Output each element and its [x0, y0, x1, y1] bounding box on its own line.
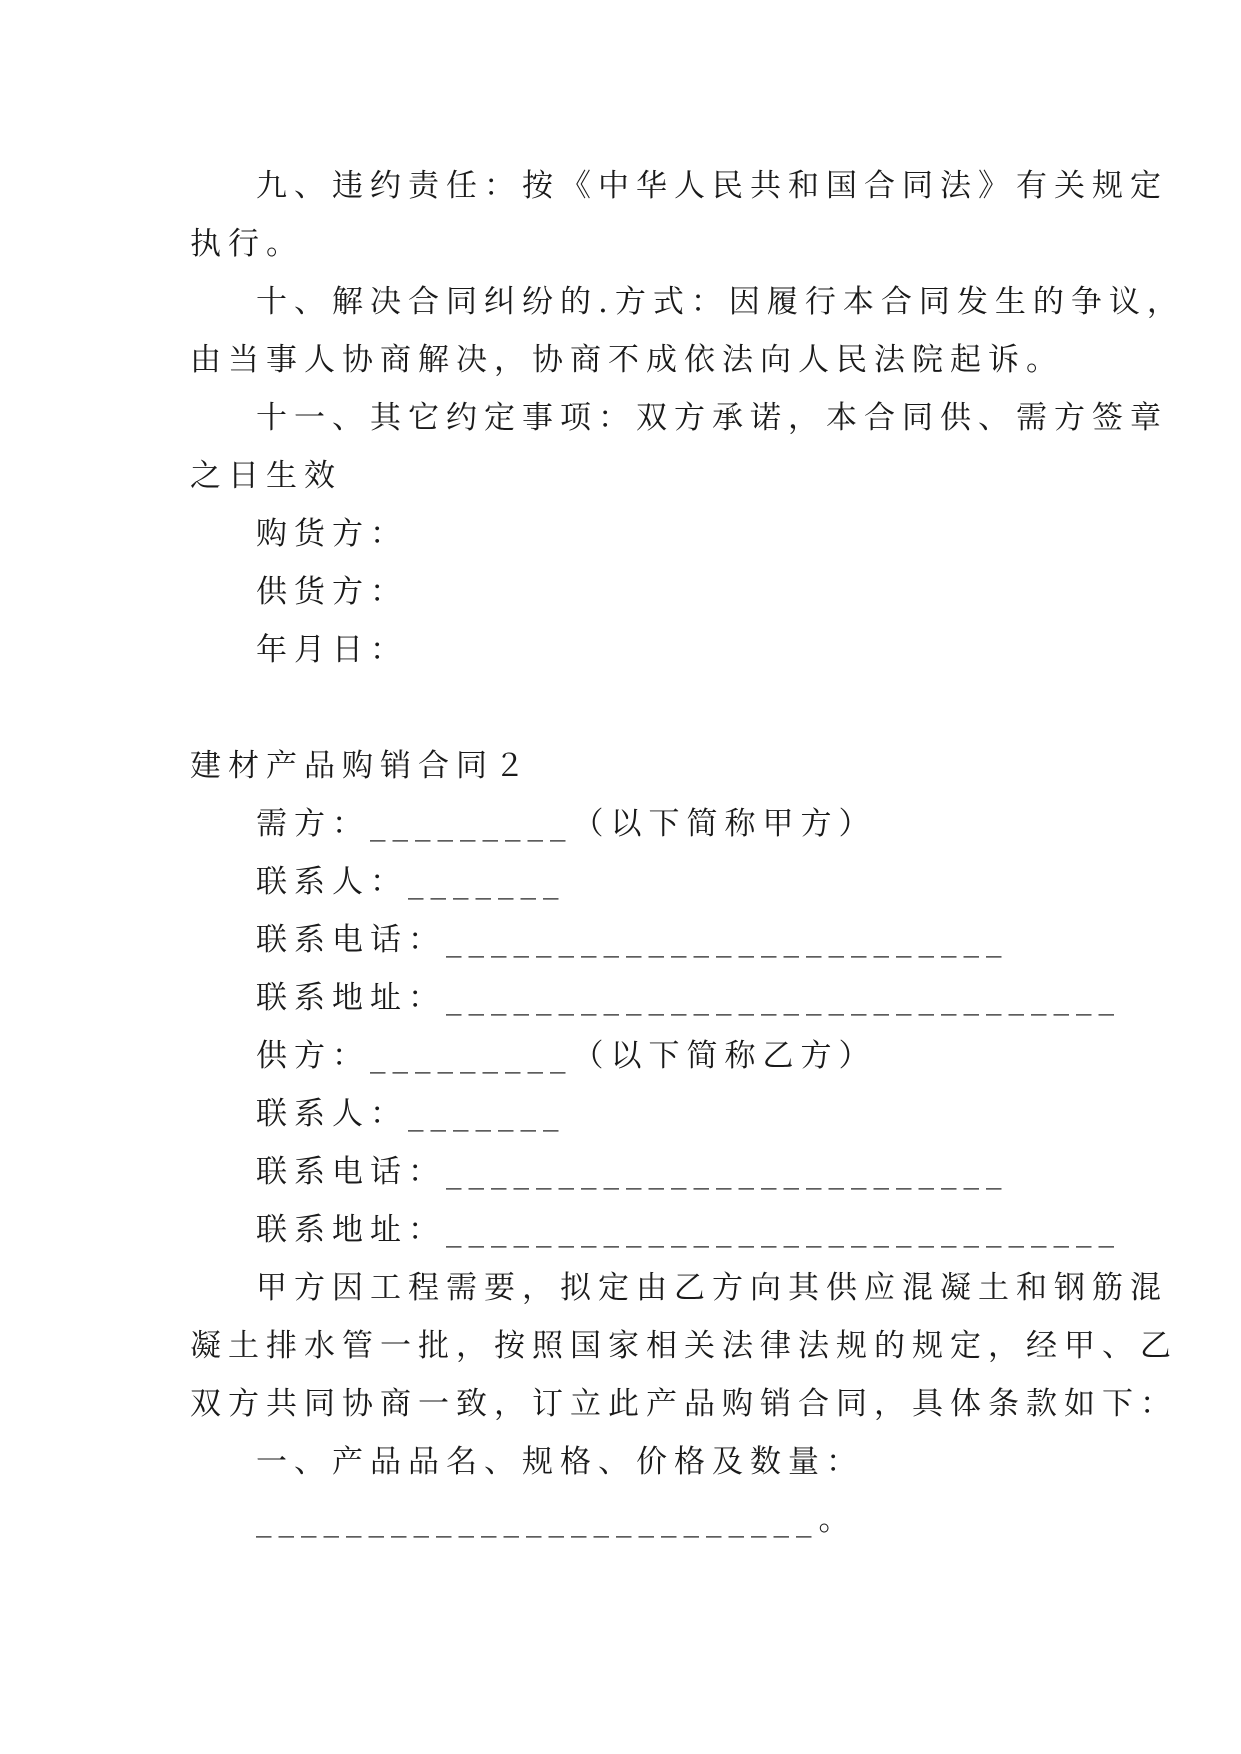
clause-9-line-2: 执行。 — [190, 226, 304, 262]
clause-11-line-1: 十一、其它约定事项：双方承诺，本合同供、需方签章 — [256, 400, 1168, 436]
intro-line-2: 凝土排水管一批，按照国家相关法律法规的规定，经甲、乙 — [190, 1328, 1178, 1364]
supply-address-line: 联系地址：______________________________ — [256, 1212, 1121, 1248]
clause-11-line-2: 之日生效 — [190, 458, 342, 494]
intro-line-1: 甲方因工程需要，拟定由乙方向其供应混凝土和钢筋混 — [256, 1270, 1168, 1306]
buyer-signature-label: 购货方： — [256, 516, 408, 552]
demand-phone-line: 联系电话：_________________________ — [256, 922, 1009, 958]
contract-title: 建材产品购销合同２ — [190, 748, 532, 784]
supplier-signature-label: 供货方： — [256, 574, 408, 610]
clause-10-line-1: 十、解决合同纠纷的.方式：因履行本合同发生的争议， — [256, 284, 1185, 320]
clause-10-line-2: 由当事人协商解决，协商不成依法向人民法院起诉。 — [190, 342, 1064, 378]
clause-1-title: 一、产品品名、规格、价格及数量： — [256, 1444, 864, 1480]
supply-phone-line: 联系电话：_________________________ — [256, 1154, 1009, 1190]
demand-contact-line: 联系人：_______ — [256, 864, 566, 900]
clause-9-line-1: 九、违约责任：按《中华人民共和国合同法》有关规定 — [256, 168, 1168, 204]
supply-contact-line: 联系人：_______ — [256, 1096, 566, 1132]
clause-1-blank: _________________________。 — [256, 1502, 857, 1538]
supply-party-line: 供方：_________（以下简称乙方） — [256, 1038, 877, 1074]
demand-address-line: 联系地址：______________________________ — [256, 980, 1121, 1016]
intro-line-3: 双方共同协商一致，订立此产品购销合同，具体条款如下： — [190, 1386, 1178, 1422]
date-signature-label: 年月日： — [256, 632, 408, 668]
demand-party-line: 需方：_________（以下简称甲方） — [256, 806, 877, 842]
